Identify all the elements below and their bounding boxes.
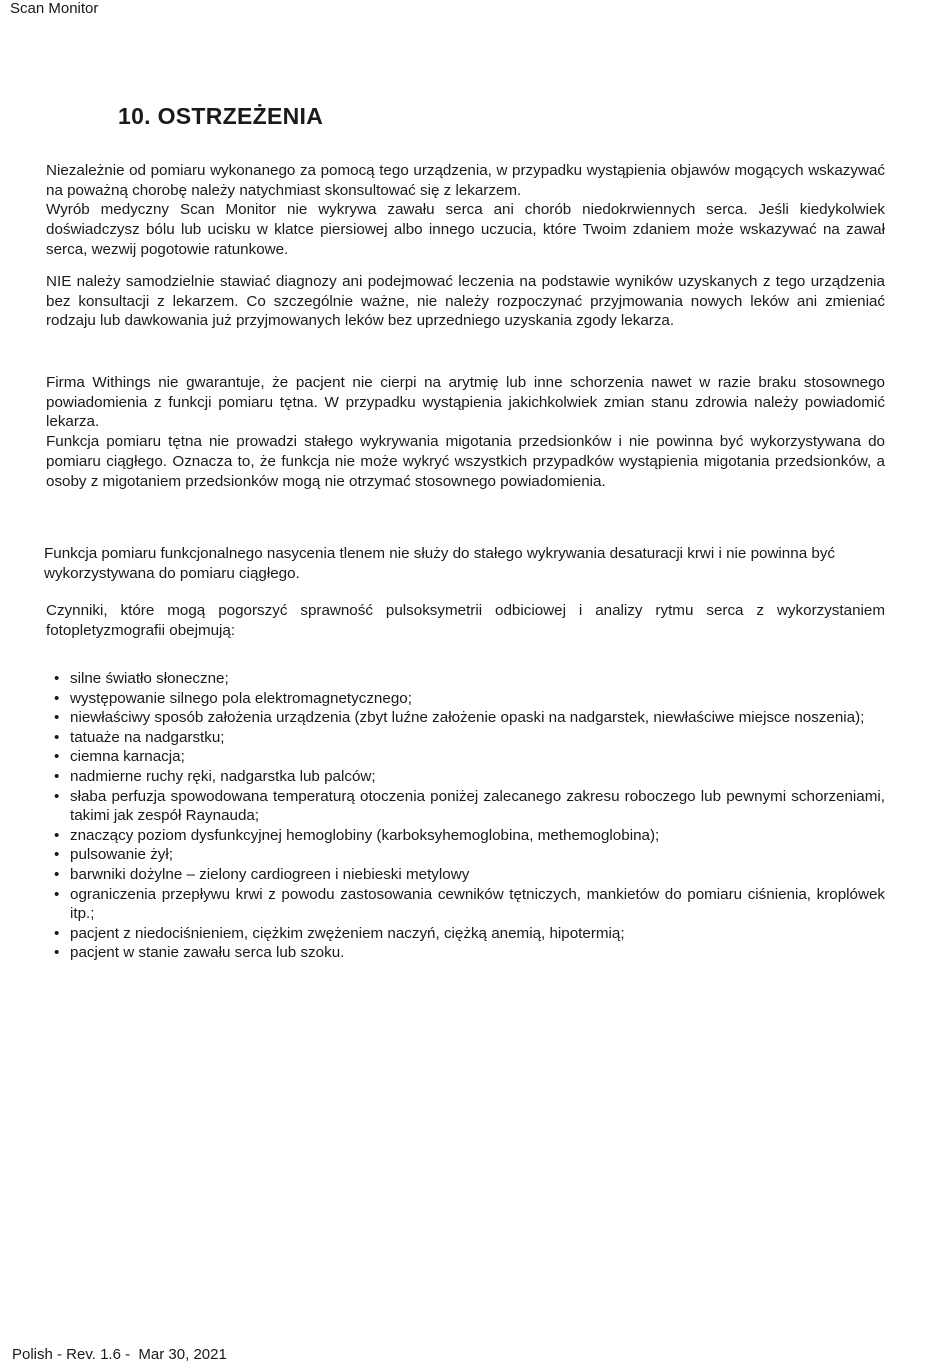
list-item: • ciemna karnacja;: [54, 747, 885, 767]
list-item: • słaba perfuzja spowodowana temperaturą otoczenia poniżej zalecanego zakresu roboczego lub pewnymi schorzeniami, takimi jak zespół Raynauda;: [54, 787, 885, 826]
list-item: • pacjent z niedociśnieniem, ciężkim zwężeniem naczyń, ciężką anemią, hipotermią;: [54, 924, 885, 944]
list-item: • znaczący poziom dysfunkcyjnej hemoglobiny (karboksyhemoglobina, methemoglobina);: [54, 826, 885, 846]
warning-paragraph-diagnosis: NIE należy samodzielnie stawiać diagnozy ani podejmować leczenia na podstawie wyników uzyskanych z tego urządzenia bez konsultacji z lekarzem. Co szczególnie ważne, nie należy rozpoczynać przyjmowania nowych leków ani zmieniać rodzaju lub dawkowania już przyjmowanych leków bez uprzedniego uzyskania zgody lekarza.: [46, 273, 885, 330]
list-item: • występowanie silnego pola elektromagnetycznego;: [54, 689, 885, 709]
warning-paragraph-heart-attack: Wyrób medyczny Scan Monitor nie wykrywa zawału serca ani chorób niedokrwiennych serca. Jeśli kiedykolwiek doświadczysz bólu lub ucisku w klatce piersiowej albo innego uczucia, które Twoim zdaniem może wskazywać na zawał serca, wezwij pogotowie ratunkowe.: [46, 201, 885, 258]
list-item: • ograniczenia przepływu krwi z powodu zastosowania cewników tętniczych, mankietów do pomiaru ciśnienia, kroplówek itp.;: [54, 885, 885, 924]
list-item: • pacjent w stanie zawału serca lub szoku.: [54, 943, 885, 963]
warning-block-5: [46, 601, 885, 640]
warning-paragraph-symptoms: Niezależnie od pomiaru wykonanego za pomocą tego urządzenia, w przypadku wystąpienia objawów mogących wskazywać na poważną chorobę należy natychmiast skonsultować się z lekarzem.: [46, 162, 885, 199]
document-header-title: Scan Monitor: [10, 0, 99, 17]
warning-block-1: [46, 161, 885, 260]
list-item: • barwniki dożylne – zielony cardiogreen i niebieski metylowy: [54, 865, 885, 885]
factors-list: [54, 669, 885, 963]
section-heading: 10. OSTRZEŻENIA: [118, 103, 324, 129]
warning-block-2: [46, 272, 885, 331]
warning-paragraph-afib: Funkcja pomiaru tętna nie prowadzi stałego wykrywania migotania przedsionków i nie powinna być wykorzystywana do pomiaru ciągłego. Oznacza to, że funkcja nie może wykryć wszystkich przypadków wystąpienia migotania przedsionków, a osoby z migotaniem przedsionków mogą nie otrzymać stosownego powiadomienia.: [46, 433, 885, 490]
warning-block-3: [46, 373, 885, 491]
list-item: • niewłaściwy sposób założenia urządzenia (zbyt luźne założenie opaski na nadgarstek, niewłaściwe miejsce noszenia);: [54, 708, 885, 728]
footer-revision: Polish - Rev. 1.6 - Mar 30, 2021: [12, 1346, 227, 1363]
warning-paragraph-arrhythmia: Firma Withings nie gwarantuje, że pacjent nie cierpi na arytmię lub inne schorzenia nawet w razie braku stosownego powiadomienia z funkcji pomiaru tętna. W przypadku wystąpienia jakichkolwiek zmian stanu zdrowia należy powiadomić lekarza.: [46, 374, 885, 431]
warning-paragraph-spo2: Funkcja pomiaru funkcjonalnego nasycenia tlenem nie służy do stałego wykrywania desaturacji krwi i nie powinna być wykorzystywana do pomiaru ciągłego.: [44, 545, 836, 582]
warning-block-4: [44, 544, 883, 583]
list-item: • tatuaże na nadgarstku;: [54, 728, 885, 748]
list-item: • silne światło słoneczne;: [54, 669, 885, 689]
list-item: • pulsowanie żył;: [54, 845, 885, 865]
warning-paragraph-factors-intro: Czynniki, które mogą pogorszyć sprawność pulsoksymetrii odbiciowej i analizy rytmu serca z wykorzystaniem fotopletyzmografii obejmują:: [46, 602, 885, 639]
list-item: • nadmierne ruchy ręki, nadgarstka lub palców;: [54, 767, 885, 787]
